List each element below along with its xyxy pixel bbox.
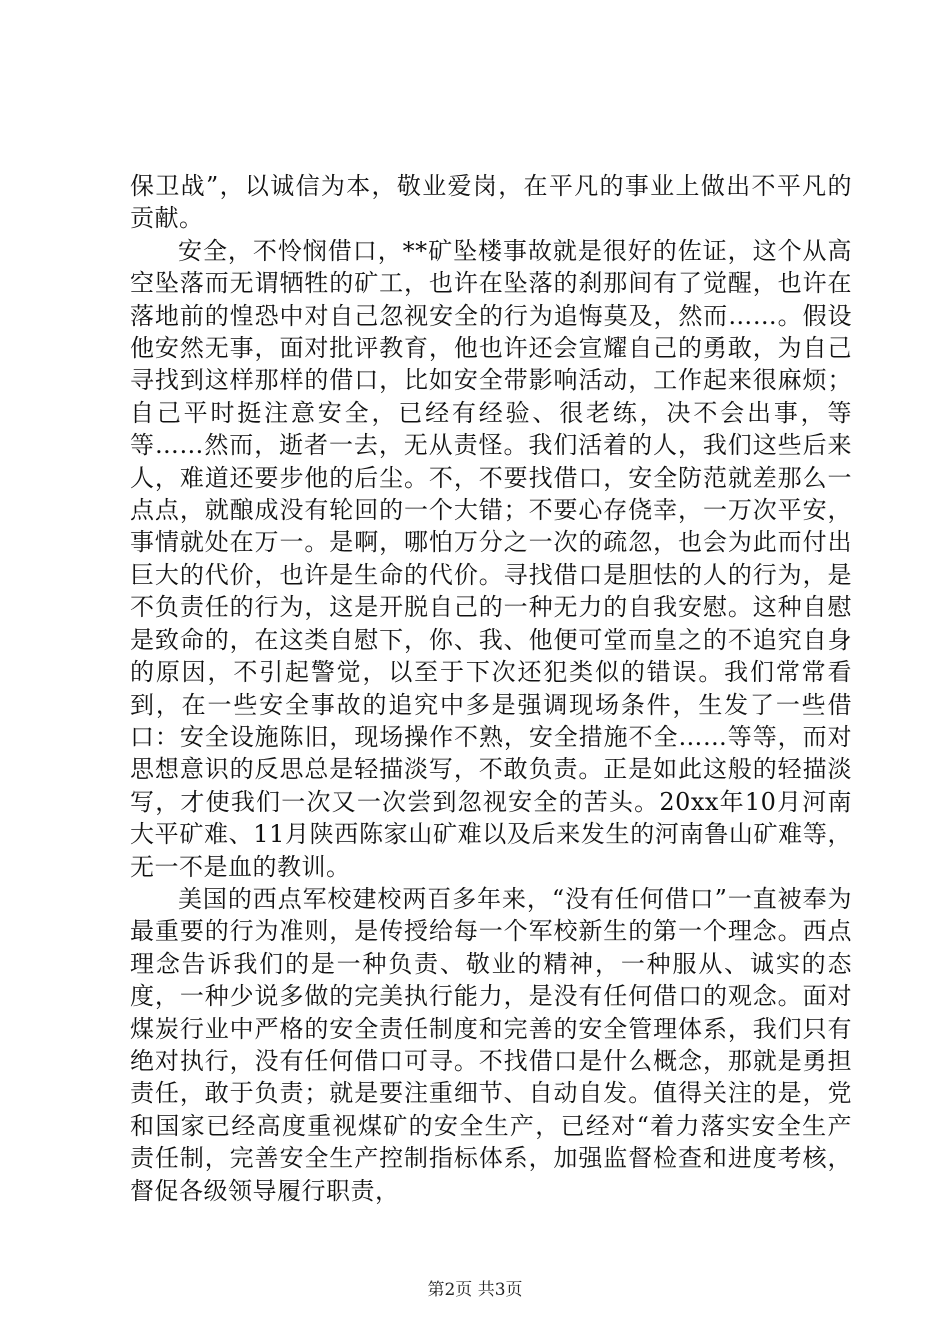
paragraph-excuses: 安全，不怜悯借口，**矿坠楼事故就是很好的佐证，这个从高空坠落而无谓牺牲的矿工，也许在坠落的刹那间有了觉醒，也许在落地前的惶恐中对自己忽视安全的行为追悔莫及，然而……。假设他安然无事，面对批评教育，他也许还会宣耀自己的勇敢，为自己寻找到这样那样的借口，比如安全带影响活动，工作起来很麻烦；自己平时挺注意安全，已经有经验、很老练，决不会出事，等等……然而，逝者一去，无从责怪。我们活着的人，我们这些后来人，难道还要步他的后尘。不，不要找借口，安全防范就差那么一点点，就酿成没有轮回的一个大错；不要心存侥幸，一万次平安，事情就处在万一。是啊，哪怕万分之一次的疏忽，也会为此而付出巨大的代价，也许是生命的代价。寻找借口是胆怯的人的行为，是不负责任的行为，这是开脱自己的一种无力的自我安慰。这种自慰是致命的，在这类自慰下，你、我、他便可堂而皇之的不追究自身的原因，不引起警觉，以至于下次还犯类似的错误。我们常常看到，在一些安全事故的追究中多是强调现场条件，生发了一些借口：安全设施陈旧，现场操作不熟，安全措施不全……等等，而对思想意识的反思总是轻描淡写，不敢负责。正是如此这般的轻描淡写，才使我们一次又一次尝到忽视安全的苦头。20xx年10月河南大平矿难、11月陕西陈家山矿难以及后来发生的河南鲁山矿难等，无一不是血的教训。 <box>130 236 852 881</box>
paragraph-continuation: 保卫战”，以诚信为本，敬业爱岗，在平凡的事业上做出不平凡的贡献。 <box>130 172 852 233</box>
document-body <box>130 170 852 1207</box>
paragraph-west-point: 美国的西点军校建校两百多年来，“没有任何借口”一直被奉为最重要的行为准则，是传授给每一个军校新生的第一个理念。西点理念告诉我们的是一种负责、敬业的精神，一种服从、诚实的态度，一种少说多做的完美执行能力，是没有任何借口的观念。面对煤炭行业中严格的安全责任制度和完善的安全管理体系，我们只有绝对执行，没有任何借口可寻。不找借口是什么概念，那就是勇担责任，敢于负责；就是要注重细节、自动自发。值得关注的是，党和国家已经高度重视煤矿的安全生产，已经对“着力落实安全生产责任制，完善安全生产控制指标体系，加强监督检查和进度考核，督促各级领导履行职责， <box>130 884 852 1205</box>
page-footer: 第2页 共3页 <box>427 1280 523 1300</box>
